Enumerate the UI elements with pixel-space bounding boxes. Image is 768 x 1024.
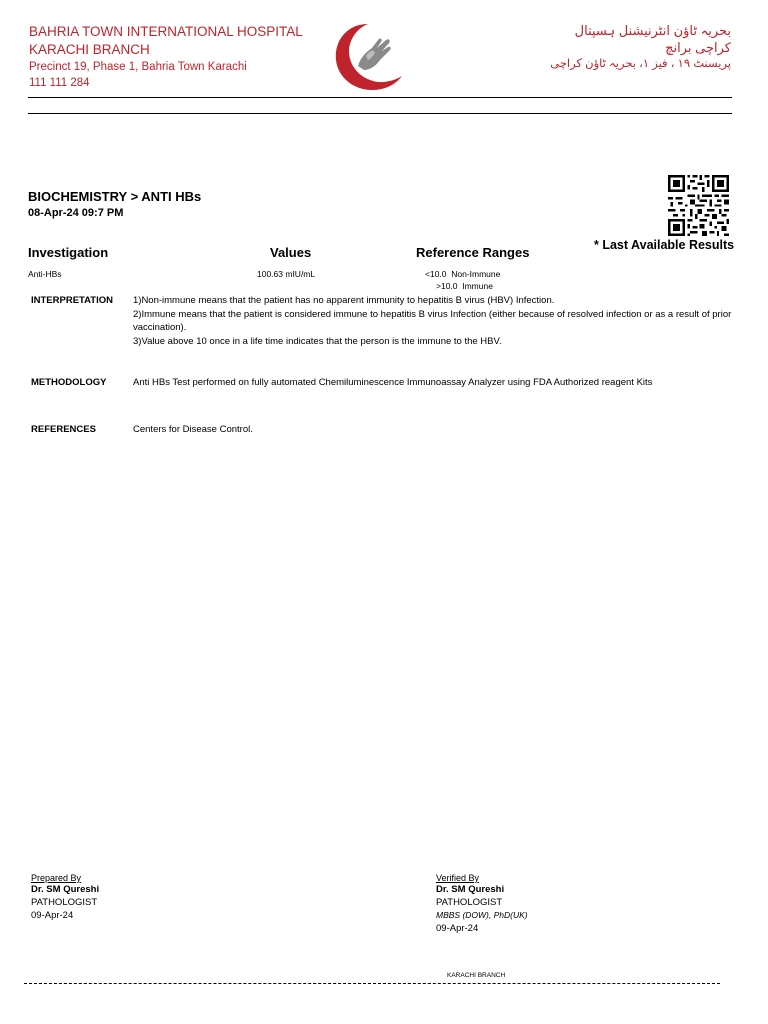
interpretation-text bbox=[133, 294, 733, 348]
verified-by-qualifications: MBBS (DOW), PhD(UK) bbox=[436, 910, 528, 920]
hospital-address: Precinct 19, Phase 1, Bahria Town Karachi bbox=[29, 61, 247, 73]
references-text: Centers for Disease Control. bbox=[133, 424, 253, 435]
prepared-by-heading: Prepared By bbox=[31, 873, 82, 883]
reference-range-immune: >10.0 Immune bbox=[436, 281, 493, 291]
prepared-by-title: PATHOLOGIST bbox=[31, 897, 98, 908]
qr-code-icon bbox=[668, 175, 729, 236]
prepared-by-name: Dr. SM Qureshi bbox=[31, 884, 100, 895]
result-value: 100.63 mIU/mL bbox=[257, 269, 316, 279]
methodology-text: Anti HBs Test performed on fully automated Chemiluminescence Immunoassay Analyzer using FDA Authorized reagent Kits bbox=[133, 377, 653, 388]
urdu-header bbox=[550, 22, 731, 73]
footer-branch: KARACHI BRANCH bbox=[447, 972, 506, 979]
prepared-by-block bbox=[31, 873, 99, 922]
verified-by-date: 09-Apr-24 bbox=[436, 923, 479, 934]
header-divider-top bbox=[28, 97, 732, 98]
hospital-header bbox=[29, 23, 303, 91]
test-breadcrumb: BIOCHEMISTRY > ANTI HBs bbox=[28, 189, 202, 204]
column-investigation: Investigation bbox=[28, 245, 109, 260]
verified-by-heading: Verified By bbox=[436, 873, 480, 883]
interpretation-line-2: 2)Immune means that the patient is considered immune to hepatitis B virus Infection (either because of resolved infection or as a result of prior vaccination). bbox=[133, 308, 732, 333]
hospital-name: BAHRIA TOWN INTERNATIONAL HOSPITAL bbox=[29, 24, 303, 39]
references-label: REFERENCES bbox=[31, 424, 96, 435]
reference-range-non-immune: <10.0 Non-Immune bbox=[425, 269, 501, 279]
report-datetime: 08-Apr-24 09:7 PM bbox=[28, 207, 124, 219]
urdu-address: پریسنٹ ۱۹ ، فیز ۱، بحریہ ٹاؤن کراچی bbox=[550, 58, 731, 70]
interpretation-line-1: 1)Non-immune means that the patient has no apparent immunity to hepatitis B virus (HBV) Infection. bbox=[133, 295, 555, 306]
column-reference-ranges: Reference Ranges bbox=[416, 245, 530, 260]
hospital-phone: 111 111 284 bbox=[29, 77, 90, 89]
header-divider-bottom bbox=[28, 113, 732, 114]
urdu-hospital-name: بحریہ ٹاؤن انٹرنیشنل ہسپتال bbox=[574, 23, 731, 38]
verified-by-block bbox=[436, 873, 528, 935]
urdu-branch: کراچی برانچ bbox=[665, 40, 731, 55]
footer-divider bbox=[24, 983, 720, 984]
hospital-logo-icon bbox=[330, 18, 406, 94]
prepared-by-date: 09-Apr-24 bbox=[31, 910, 74, 921]
column-values: Values bbox=[270, 245, 312, 260]
last-available-note: * Last Available Results bbox=[594, 238, 735, 252]
verified-by-title: PATHOLOGIST bbox=[436, 897, 503, 908]
interpretation-line-3: 3)Value above 10 once in a life time indicates that the person is the immune to the HBV. bbox=[133, 335, 502, 347]
branch-name: KARACHI BRANCH bbox=[29, 42, 150, 57]
interpretation-label: INTERPRETATION bbox=[31, 295, 113, 306]
verified-by-name: Dr. SM Qureshi bbox=[436, 884, 505, 895]
result-investigation: Anti-HBs bbox=[28, 269, 62, 279]
methodology-label: METHODOLOGY bbox=[31, 377, 107, 388]
